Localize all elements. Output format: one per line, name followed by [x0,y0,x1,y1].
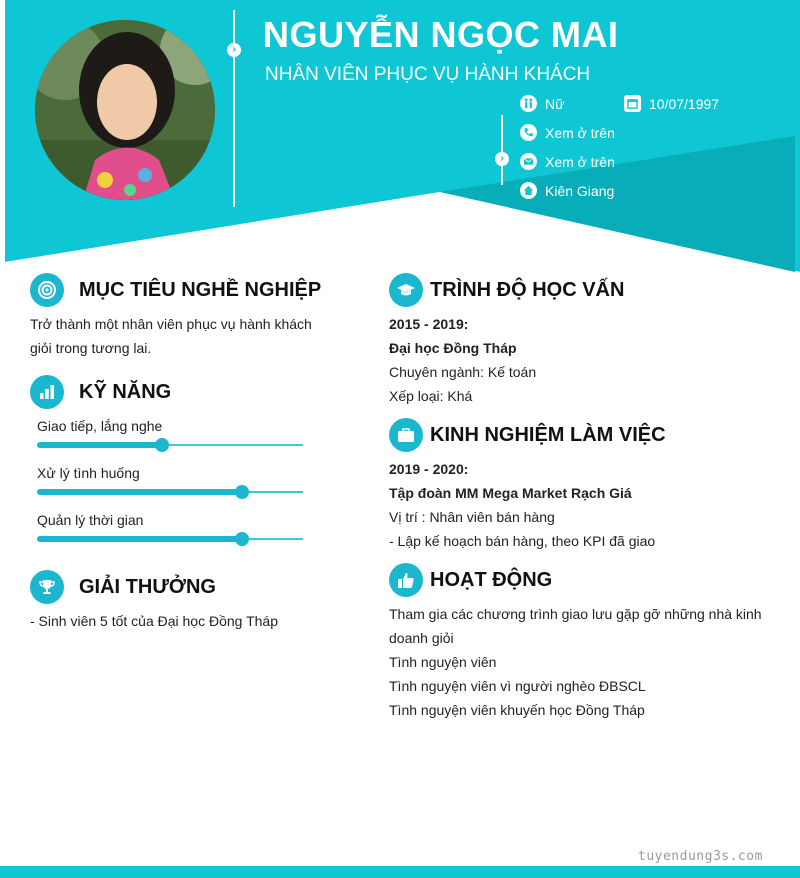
activity-line: Tình nguyện viên [389,654,497,670]
objective-line-2: giỏi trong tương lai. [30,340,152,356]
footer-bar [0,866,800,878]
gender-info [520,95,564,112]
skill-bar-fill [37,489,242,495]
avatar [35,20,215,200]
gender-icon [520,95,537,112]
info-divider [501,115,503,185]
skill-bar-knob [155,438,169,452]
education-heading [389,273,624,307]
chevron-right-icon: › [227,43,241,57]
experience-title: KINH NGHIỆM LÀM VIỆC [430,423,666,446]
awards-title: GIẢI THƯỞNG [79,575,216,598]
experience-position: Vị trí : Nhân viên bán hàng [389,509,555,525]
thumbs-up-icon [389,563,423,597]
candidate-name: NGUYỄN NGỌC MAI [263,14,619,55]
email-icon [520,153,537,170]
skill-bar [37,444,303,446]
skill-bar [37,491,303,493]
phone-icon [520,124,537,141]
activity-line: Tham gia các chương trình giao lưu gặp gỡ những nhà kinh [389,606,762,622]
trophy-icon [30,570,64,604]
skill-bar-knob [235,485,249,499]
activity-line: Tình nguyện viên khuyến học Đồng Tháp [389,702,645,718]
skill-label: Giao tiếp, lắng nghe [37,418,163,434]
graduation-cap-icon [389,273,423,307]
skill-label: Xử lý tình huống [37,465,140,481]
experience-period: 2019 - 2020: [389,461,469,477]
skill-bar-knob [235,532,249,546]
education-major: Chuyên ngành: Kế toán [389,364,537,380]
phone-value: Xem ở trên [545,124,615,141]
chevron-right-icon: › [495,152,509,166]
skill-bar [37,538,303,540]
objective-heading [30,273,321,307]
gender-value: Nữ [545,95,565,112]
home-icon [520,182,537,199]
email-info [520,153,615,170]
briefcase-icon [389,418,423,452]
activities-title: HOẠT ĐỘNG [430,568,553,591]
objective-line-1: Trở thành một nhân viên phục vụ hành khách [30,316,312,332]
birthday-value: 10/07/1997 [649,95,720,112]
education-period: 2015 - 2019: [389,316,469,332]
skill-bar-fill [37,442,162,448]
skill-label: Quản lý thời gian [37,512,144,528]
skill-bar-fill [37,536,242,542]
objective-title: MỤC TIÊU NGHỀ NGHIỆP [79,278,322,301]
phone-info [520,124,615,141]
activities-heading [389,563,552,597]
address-info [520,182,614,199]
calendar-icon [624,95,641,112]
watermark: tuyendung3s.com [638,849,763,864]
bar-chart-icon [30,375,64,409]
award-item: - Sinh viên 5 tốt của Đại học Đồng Tháp [30,613,279,629]
header-divider [233,10,235,207]
experience-duty: - Lập kế hoạch bán hàng, theo KPI đã giao [389,533,656,549]
activity-line: doanh giỏi [389,630,454,646]
education-school: Đại học Đồng Tháp [389,340,517,356]
awards-heading [30,570,216,604]
experience-heading [389,418,666,452]
job-title: NHÂN VIÊN PHỤC VỤ HÀNH KHÁCH [265,64,591,85]
skills-title: KỸ NĂNG [79,380,172,403]
experience-company: Tập đoàn MM Mega Market Rạch Giá [389,485,632,501]
education-grade: Xếp loại: Khá [389,388,473,404]
address-value: Kiên Giang [545,182,615,199]
birthday-info [624,95,719,112]
target-icon [30,273,64,307]
email-value: Xem ở trên [545,153,615,170]
education-title: TRÌNH ĐỘ HỌC VẤN [430,278,625,301]
skills-heading [30,375,171,409]
activity-line: Tình nguyện viên vì người nghèo ĐBSCL [389,678,646,694]
